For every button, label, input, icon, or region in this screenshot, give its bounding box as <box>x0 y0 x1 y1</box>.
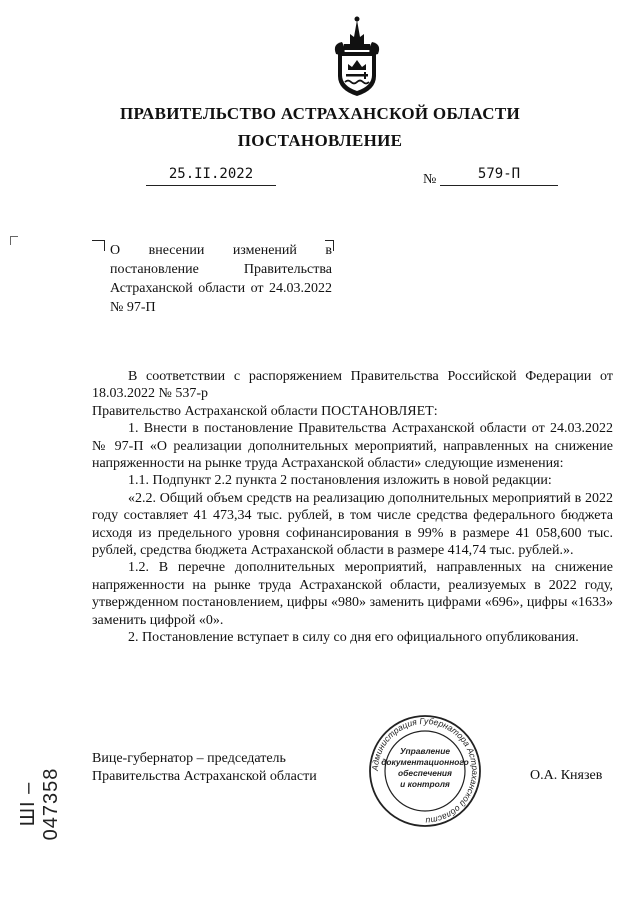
document-body <box>92 368 613 647</box>
body-paragraph-4: 1.1. Подпункт 2.2 пункта 2 постановления изложить в новой редакции: <box>128 473 552 489</box>
document-subject: О внесении изменений в постановление Правительства Астраханской области от 24.03.2022 № 97-П <box>110 243 332 315</box>
signatory-position-line-2: Правительства Астраханской области <box>92 769 317 784</box>
body-paragraph-7: 2. Постановление вступает в силу со дня его официального опубликования. <box>128 630 579 646</box>
official-stamp <box>368 714 482 828</box>
stamp-inner-line-3: обеспечения <box>398 768 452 778</box>
government-title: ПРАВИТЕЛЬСТВО АСТРАХАНСКОЙ ОБЛАСТИ <box>120 104 520 123</box>
number-underline <box>440 185 558 186</box>
signatory-position-line-1: Вице-губернатор – председатель <box>92 751 286 766</box>
signatory-name: О.А. Князев <box>530 768 603 783</box>
stamp-inner-line-4: и контроля <box>400 779 450 789</box>
signatory-position <box>92 750 317 786</box>
margin-corner-mark <box>10 236 18 245</box>
stamp-outer-text: Администрация Губернатора Астраханской области <box>369 715 481 827</box>
stamp-inner-line-1: Управление <box>400 746 450 756</box>
body-paragraph-5: «2.2. Общий объем средств на реализацию дополнительных мероприятий в 2022 году составляет 41 473,34 тыс. рублей, в том числе средства федерального бюджета исходя из предельного уровня софинансирования в 99% в размере 41 058,600 тыс. рублей, средства бюджета Астраханской области в размере 414,74 тыс. рублей.». <box>92 490 613 559</box>
coat-of-arms-emblem <box>330 14 384 98</box>
number-sign: № <box>423 172 437 187</box>
document-type-title: ПОСТАНОВЛЕНИЕ <box>237 131 403 150</box>
document-number: 579-П <box>477 166 521 182</box>
body-paragraph-1: В соответствии с распоряжением Правительства Российской Федерации от 18.03.2022 № 537-р <box>92 369 613 402</box>
stamp-inner-line-2: документационного <box>381 757 469 767</box>
body-paragraph-6: 1.2. В перечне дополнительных мероприятий, направленных на снижение напряженности на рынке труда Астраханской области, реализуемых в 2022 году, утвержденном постановлением, цифры «980» заменить цифрами «696», цифры «1633» заменить цифрой «0». <box>92 560 613 628</box>
subject-bracket-left <box>92 240 105 251</box>
document-date: 25.II.2022 <box>168 166 254 182</box>
body-paragraph-3: 1. Внести в постановление Правительства Астраханской области от 24.03.2022 № 97-П «О реализации дополнительных мероприятий, направленных на снижение напряженности на рынке труда Астраханской области» следующие изменения: <box>92 421 613 472</box>
date-underline <box>146 185 276 186</box>
body-paragraph-2: Правительство Астраханской области ПОСТАНОВЛЯЕТ: <box>92 403 438 419</box>
side-serial-code: ШI – 047358 <box>17 767 62 841</box>
